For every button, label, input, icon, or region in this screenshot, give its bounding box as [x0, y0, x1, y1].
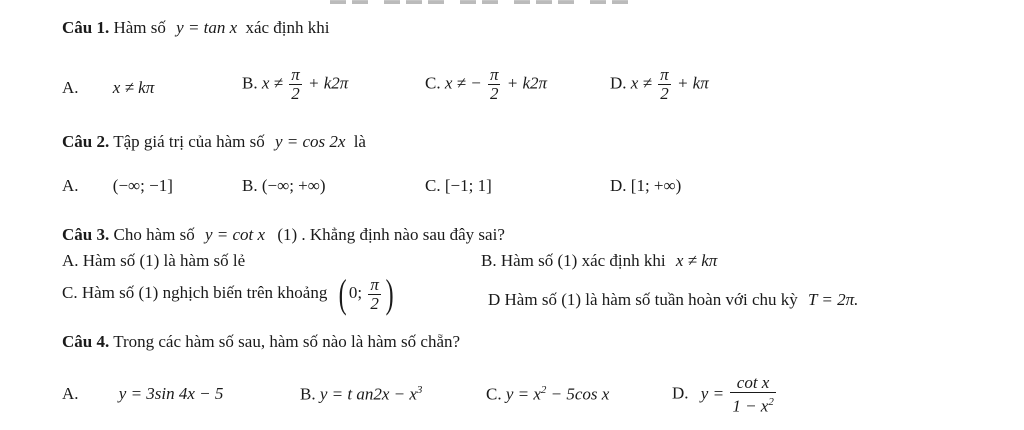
q2-option-b-text: (−∞; +∞)	[261, 176, 326, 195]
q1-option-b-denominator: 2	[291, 84, 300, 103]
q1-option-c-pre: x ≠ −	[444, 73, 482, 93]
q1-option-b-numerator: π	[291, 65, 300, 84]
q1-option-c-label: C.	[425, 73, 441, 93]
question-3	[62, 225, 505, 245]
q3-option-b	[481, 251, 717, 271]
question-1-label: Câu 1.	[62, 18, 110, 37]
q3-option-b-text: B. Hàm số (1) xác định khi	[481, 251, 666, 270]
q4-option-d-label: D.	[672, 383, 689, 403]
q1-option-a-text: x ≠ kπ	[112, 78, 155, 97]
q1-option-d-pre: x ≠	[630, 73, 652, 93]
question-2-label: Câu 2.	[62, 132, 110, 151]
q2-option-b-label: B.	[242, 176, 258, 195]
q1-option-b	[242, 66, 348, 103]
q4-option-c-label: C.	[486, 384, 502, 404]
q3-option-c-fraction	[368, 276, 381, 313]
question-2-tail: là	[353, 132, 366, 151]
question-1-function: y = tan x	[176, 18, 238, 37]
question-1-text: Hàm số	[113, 18, 166, 37]
q3-option-c-pre: 0;	[348, 282, 363, 302]
q1-option-b-post: + k2π	[308, 73, 349, 93]
q2-option-a-label: A.	[62, 176, 79, 195]
q2-option-b	[242, 176, 326, 196]
question-3-function: y = cot x	[204, 225, 266, 244]
question-4-text: Trong các hàm số sau, hàm số nào là hàm số chẵn?	[113, 332, 461, 351]
q3-option-d-math: T = 2π.	[808, 290, 859, 309]
q1-option-a-label: A.	[62, 78, 79, 97]
q4-option-a	[62, 384, 223, 404]
q1-option-d-denominator: 2	[660, 84, 669, 103]
q2-option-d	[610, 176, 681, 196]
q1-option-b-pre: x ≠	[261, 73, 283, 93]
question-3-text: Cho hàm số	[113, 225, 195, 244]
q2-option-a	[62, 176, 173, 196]
q2-option-d-label: D.	[610, 176, 627, 195]
q3-option-b-math: x ≠ kπ	[675, 251, 718, 270]
q1-option-d-numerator: π	[660, 65, 669, 84]
question-4	[62, 332, 460, 352]
q1-option-d-post: + kπ	[676, 73, 709, 93]
question-3-label: Câu 3.	[62, 225, 110, 244]
q4-option-c-post: − 5cos x	[546, 384, 610, 404]
question-2-text: Tập giá trị của hàm số	[113, 132, 265, 151]
q1-option-c-fraction	[488, 66, 501, 103]
q1-option-a	[62, 78, 154, 98]
q2-option-a-text: (−∞; −1]	[112, 176, 173, 195]
q3-option-c-denominator: 2	[370, 293, 379, 313]
q4-option-c-exponent: 2	[540, 384, 547, 396]
q3-option-a	[62, 251, 245, 271]
q4-option-c	[486, 384, 609, 405]
q4-option-d-pre: y =	[700, 383, 725, 403]
q1-option-b-fraction	[289, 66, 302, 103]
q3-option-d	[488, 290, 858, 310]
q4-option-d-denominator	[730, 393, 776, 416]
q4-option-b	[300, 384, 422, 405]
q4-option-d	[672, 374, 778, 416]
q3-option-c-open-paren: (	[338, 271, 347, 316]
q1-option-c-numerator: π	[489, 65, 499, 84]
q1-option-d	[610, 66, 709, 103]
q1-option-d-fraction	[658, 66, 671, 103]
q4-option-d-numerator: cot x	[730, 374, 776, 393]
q3-option-c-text: C. Hàm số (1) nghịch biến trên khoảng	[62, 282, 328, 302]
q1-option-c-denominator: 2	[489, 84, 499, 103]
question-2-function: y = cos 2x	[274, 132, 346, 151]
question-4-label: Câu 4.	[62, 332, 110, 351]
q4-option-a-text: y = 3sin 4x − 5	[118, 384, 224, 403]
question-1	[62, 18, 330, 38]
q4-option-b-text: y = t an2x − x	[319, 384, 417, 404]
q4-option-d-fraction	[730, 374, 776, 416]
question-3-tail: (1) . Khẳng định nào sau đây sai?	[277, 225, 505, 244]
q4-option-b-label: B.	[300, 384, 316, 404]
q4-option-c-pre: y = x	[505, 384, 541, 404]
q3-option-c	[62, 271, 396, 316]
cut-off-header-text	[330, 0, 690, 4]
q2-option-c-label: C.	[425, 176, 441, 195]
q4-option-d-denominator-base: 1 − x	[732, 396, 769, 416]
q4-option-d-denominator-exponent: 2	[768, 396, 774, 408]
q1-option-c-post: + k2π	[506, 73, 548, 93]
q4-option-a-label: A.	[62, 384, 79, 403]
q3-option-d-text: D Hàm số (1) là hàm số tuần hoàn với chu kỳ	[488, 290, 798, 309]
q1-option-b-label: B.	[242, 73, 258, 93]
q2-option-c-text: [−1; 1]	[444, 176, 492, 195]
q1-option-c	[425, 66, 547, 103]
question-2	[62, 132, 366, 152]
q3-option-a-text: A. Hàm số (1) là hàm số lẻ	[62, 251, 246, 270]
q2-option-d-text: [1; +∞)	[630, 176, 682, 195]
q3-option-c-numerator: π	[370, 274, 379, 294]
q2-option-c	[425, 176, 492, 196]
question-1-tail: xác định khi	[245, 18, 330, 37]
q4-option-b-exponent: 3	[416, 384, 423, 396]
q1-option-d-label: D.	[610, 73, 627, 93]
q3-option-c-close-paren: )	[385, 271, 394, 316]
